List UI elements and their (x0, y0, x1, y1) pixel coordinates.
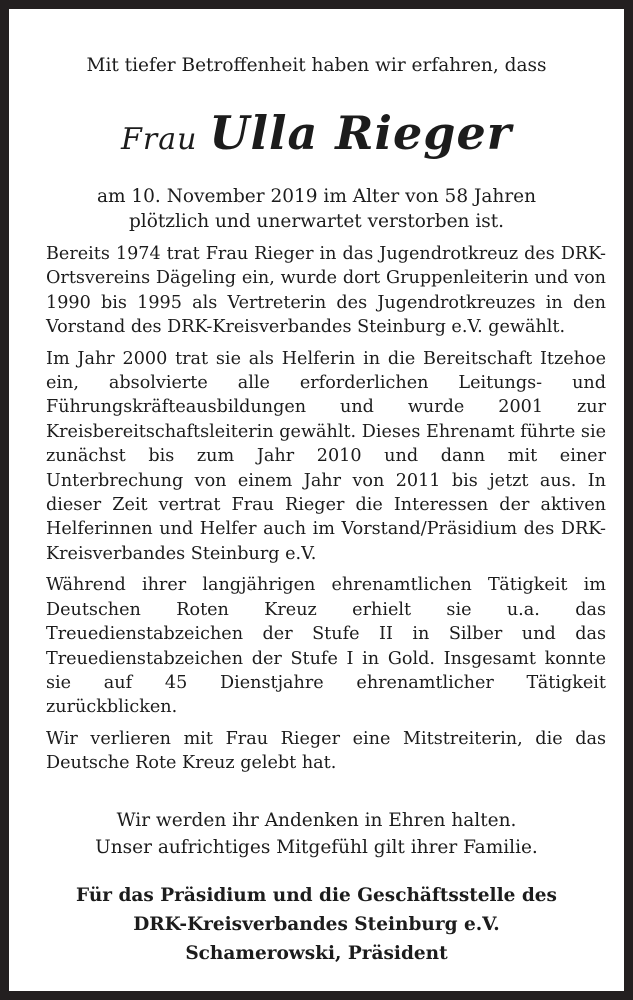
death-line: plötzlich und unerwartet verstorben ist. (128, 210, 505, 232)
death-line: am 10. November 2019 im Alter von 58 Jahren (96, 186, 537, 207)
deceased-name (29, 101, 604, 176)
closing-line: Unser aufrichtiges Mitgefühl gilt ihrer Familie. (95, 837, 538, 858)
obituary-body (46, 242, 606, 783)
name-title: Frau (121, 122, 198, 157)
body-paragraph: Bereits 1974 trat Frau Rieger in das Jugendrotkreuz des DRK-Ortsvereins Dägeling ein, wurde dort Gruppenleiterin und von 1990 bis 1995 als Vertreterin des Jugendrotkreuzes in den Vorstand des DRK-Kreisverbandes Steinburg e.V. gewählt. (46, 244, 606, 338)
signature-block (29, 881, 604, 968)
body-paragraph: Wir verlieren mit Frau Rieger eine Mitstreiterin, die das Deutsche Rote Kreuz gelebt hat. (46, 728, 606, 774)
signature-line: DRK-Kreisverbandes Steinburg e.V. (133, 914, 500, 935)
signature-line: Für das Präsidium und die Geschäftsstelle des (76, 885, 557, 906)
name-full: Ulla Rieger (209, 106, 512, 160)
intro-line: Mit tiefer Betroffenheit haben wir erfahren, dass (86, 55, 547, 76)
body-paragraph: Im Jahr 2000 trat sie als Helferin in die Bereitschaft Itzehoe ein, absolvierte alle erforderlichen Leitungs- und Führungskräfteausbildungen und wurde 2001 zur Kreisbereitschaftsleiterin gewählt. Dieses Ehrenamt führte sie zunächst bis zum Jahr 2010 und dann mit einer Unterbrechung von einem Jahr von 2011 bis jetzt aus. In dieser Zeit vertrat Frau Rieger die Interessen der aktiven Helferinnen und Helfer auch im Vorstand/Präsidium des DRK-Kreisverbandes Steinburg e.V. (46, 348, 606, 564)
closing-line: Wir werden ihr Andenken in Ehren halten. (116, 810, 517, 831)
closing-lines (29, 807, 604, 861)
signature-line: Schamerowski, Präsident (185, 943, 448, 964)
body-paragraph: Während ihrer langjährigen ehrenamtlichen Tätigkeit im Deutschen Roten Kreuz erhielt sie u.a. das Treuedienstabzeichen der Stufe II in Silber und das Treuedienstabzeichen der Stufe I in Gold. Insgesamt konnte sie auf 45 Dienstjahre ehrenamtlicher Tätigkeit zurückblicken. (46, 575, 606, 718)
death-statement (29, 185, 604, 234)
